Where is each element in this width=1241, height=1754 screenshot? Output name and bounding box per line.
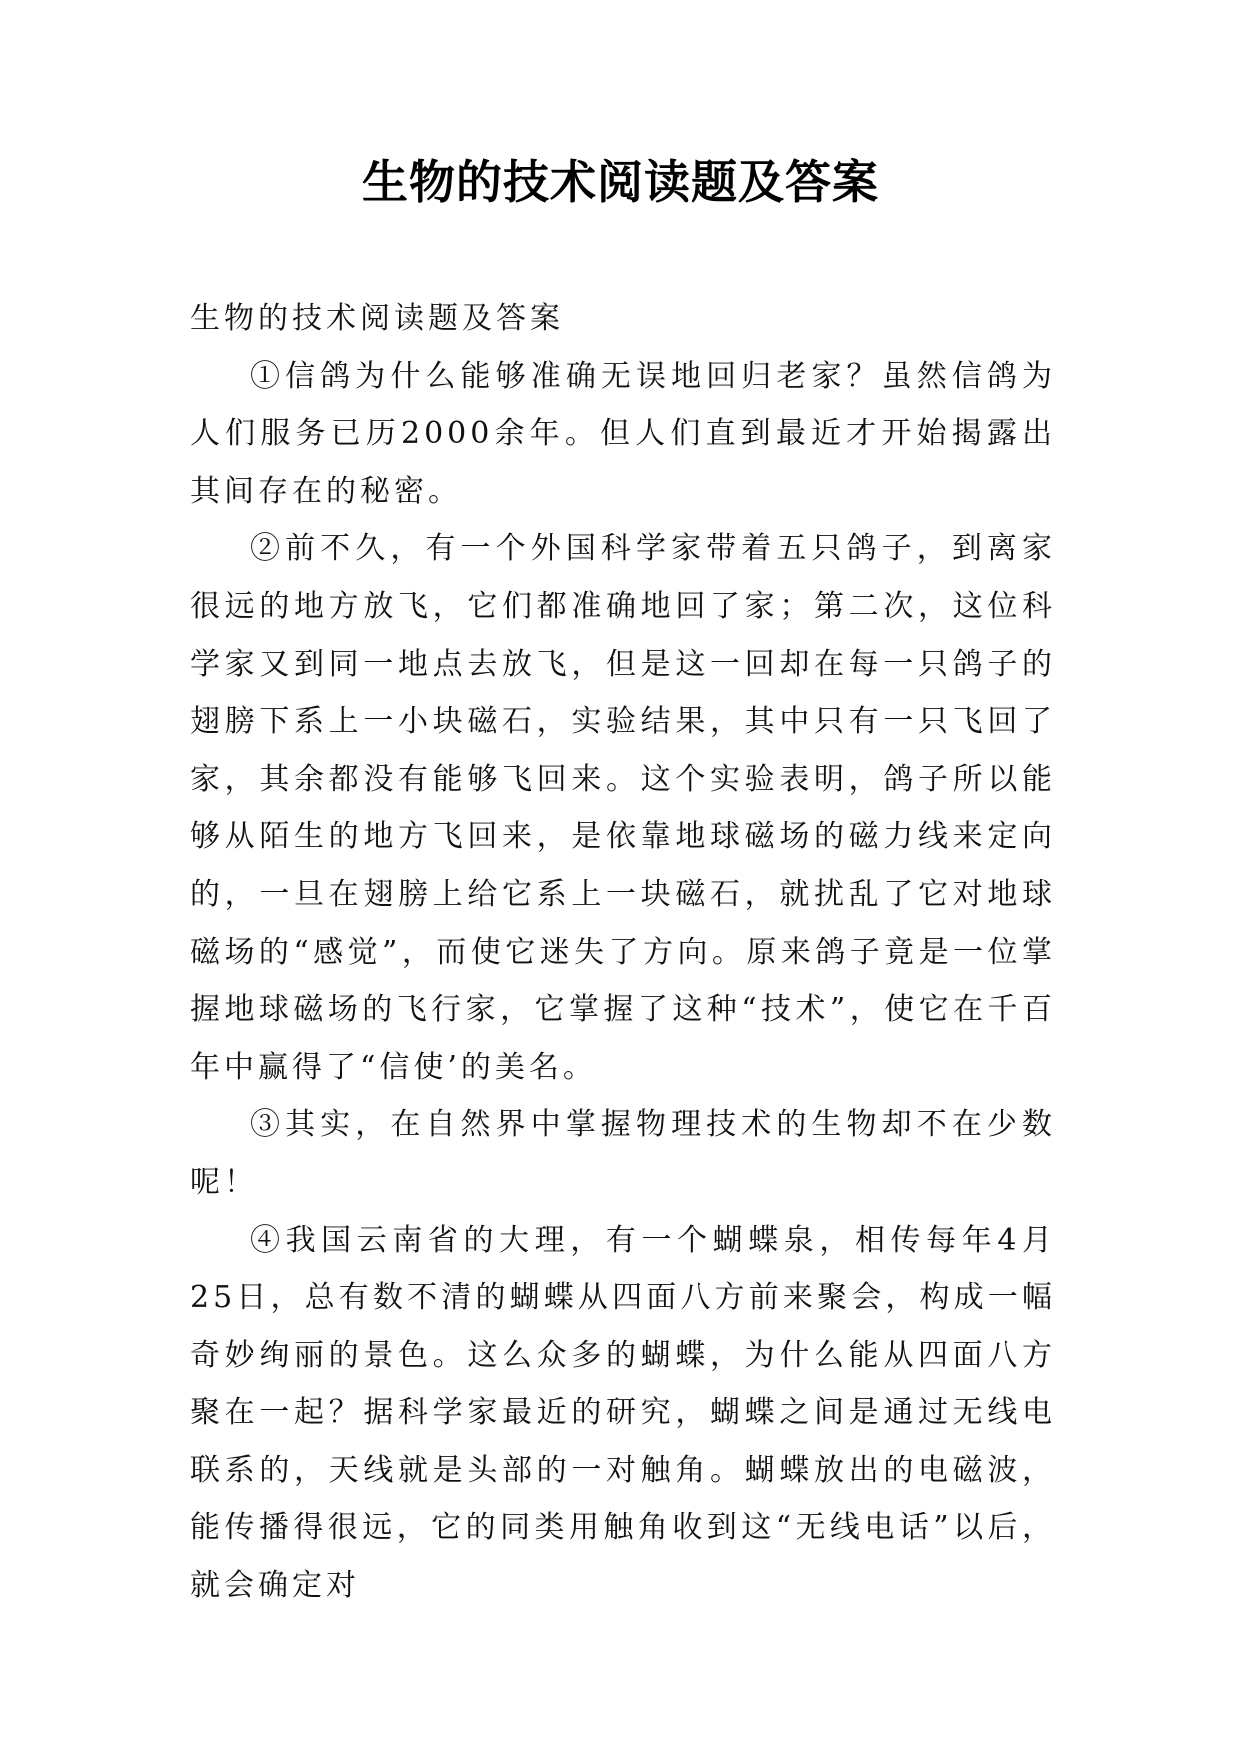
- document-body: [190, 290, 1056, 1615]
- document-title: 生物的技术阅读题及答案: [362, 155, 879, 209]
- paragraph-3: ③其实，在自然界中掌握物理技术的生物却不在少数呢！: [190, 1107, 1056, 1200]
- paragraph-1: ①信鸽为什么能够准确无误地回归老家？虽然信鸽为人们服务已历2000余年。但人们直到最近才开始揭露出其间存在的秘密。: [190, 358, 1056, 509]
- document-subtitle: 生物的技术阅读题及答案: [190, 301, 564, 336]
- paragraph-4: ④我国云南省的大理，有一个蝴蝶泉，相传每年4月25日，总有数不清的蝴蝶从四面八方前来聚会，构成一幅奇妙绚丽的景色。这么众多的蝴蝶，为什么能从四面八方聚在一起？据科学家最近的研究，蝴蝶之间是通过无线电联系的，天线就是头部的一对触角。蝴蝶放出的电磁波，能传播得很远，它的同类用触角收到这“无线电话”以后，就会确定对: [190, 1222, 1056, 1604]
- paragraph-2: ②前不久，有一个外国科学家带着五只鸽子，到离家很远的地方放飞，它们都准确地回了家；第二次，这位科学家又到同一地点去放飞，但是这一回却在每一只鸽子的翅膀下系上一小块磁石，实验结果，其中只有一只飞回了家，其余都没有能够飞回来。这个实验表明，鸽子所以能够从陌生的地方飞回来，是依靠地球磁场的磁力线来定向的，一旦在翅膀上给它系上一块磁石，就扰乱了它对地球磁场的“感觉”，而使它迷失了方向。原来鸽子竟是一位掌握地球磁场的飞行家，它掌握了这种“技术”，使它在千百年中赢得了“信使’的美名。: [190, 531, 1056, 1085]
